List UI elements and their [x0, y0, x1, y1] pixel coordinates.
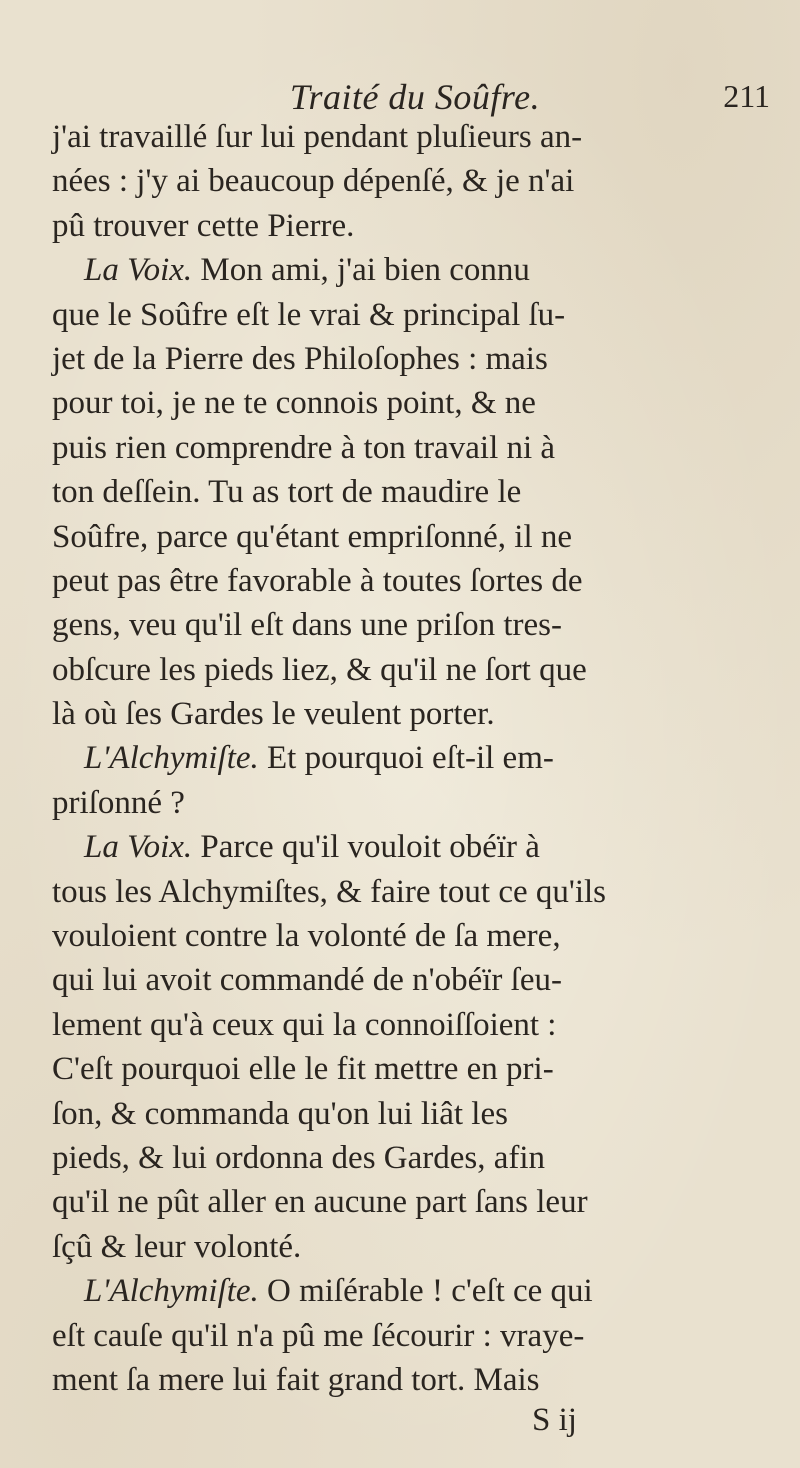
text-line: pour toi, je ne te connois point, & ne	[52, 385, 536, 422]
text-line: ment ſa mere lui fait grand tort. Mais	[52, 1361, 540, 1398]
text-line: gens, veu qu'il eſt dans une priſon tres-	[52, 607, 563, 644]
text-line: tous les Alchymiſtes, & faire tout ce qu'ils	[52, 873, 607, 910]
text-line: vouloient contre la volonté de ſa mere,	[52, 918, 561, 955]
page-header	[60, 76, 770, 116]
page-footer	[52, 1402, 752, 1446]
text-line: pû trouver cette Pierre.	[52, 207, 355, 244]
text-line: ton deſſein. Tu as tort de maudire le	[52, 474, 522, 511]
text-line: nées : j'y ai beaucoup dépenſé, & je n'ai	[52, 163, 575, 200]
text-line: eſt cauſe qu'il n'a pû me ſécourir : vraye-	[52, 1317, 585, 1354]
speaker-name: L'Alchymiſte.	[84, 740, 259, 777]
text-line: ſçû & leur volonté.	[52, 1228, 302, 1265]
dialogue-line: La Voix. Mon ami, j'ai bien connu	[84, 252, 530, 289]
text-line: ſon, & commanda qu'on lui liât les	[52, 1095, 508, 1132]
dialogue-line: L'Alchymiſte. Et pourquoi eſt-il em-	[84, 740, 554, 777]
text-line: qui lui avoit commandé de n'obéïr ſeu-	[52, 962, 562, 999]
dialogue-line: L'Alchymiſte. O miſérable ! c'eſt ce qui	[84, 1273, 593, 1310]
text-line: priſonné ?	[52, 784, 185, 821]
text-line: lement qu'à ceux qui la connoiſſoient :	[52, 1006, 557, 1043]
text-line: jet de la Pierre des Philoſophes : mais	[52, 340, 548, 377]
speaker-name: La Voix.	[84, 829, 193, 866]
text-line: qu'il ne pût aller en aucune part ſans leur	[52, 1184, 588, 1221]
running-title: Traité du Soûfre.	[289, 77, 541, 117]
speaker-name: L'Alchymiſte.	[84, 1273, 259, 1310]
text-line: j'ai travaillé ſur lui pendant pluſieurs an-	[52, 119, 583, 155]
text-line: puis rien comprendre à ton travail ni à	[52, 429, 556, 466]
dialogue-line: La Voix. Parce qu'il vouloit obéïr à	[84, 829, 540, 866]
text-line: que le Soûfre eſt le vrai & principal ſu-	[52, 296, 566, 333]
body-text	[52, 115, 772, 1402]
signature-mark: S ij	[532, 1402, 577, 1438]
text-line: obſcure les pieds liez, & qu'il ne ſort que	[52, 651, 587, 688]
text-line: Soûfre, parce qu'étant empriſonné, il ne	[52, 518, 573, 555]
page-number: 211	[723, 78, 770, 114]
text-line: C'eſt pourquoi elle le fit mettre en pri-	[52, 1051, 554, 1088]
text-line: pieds, & lui ordonna des Gardes, afin	[52, 1139, 546, 1176]
speaker-name: La Voix.	[84, 252, 193, 289]
text-line: peut pas être favorable à toutes ſortes de	[52, 562, 583, 599]
text-line: là où ſes Gardes le veulent porter.	[52, 696, 495, 733]
